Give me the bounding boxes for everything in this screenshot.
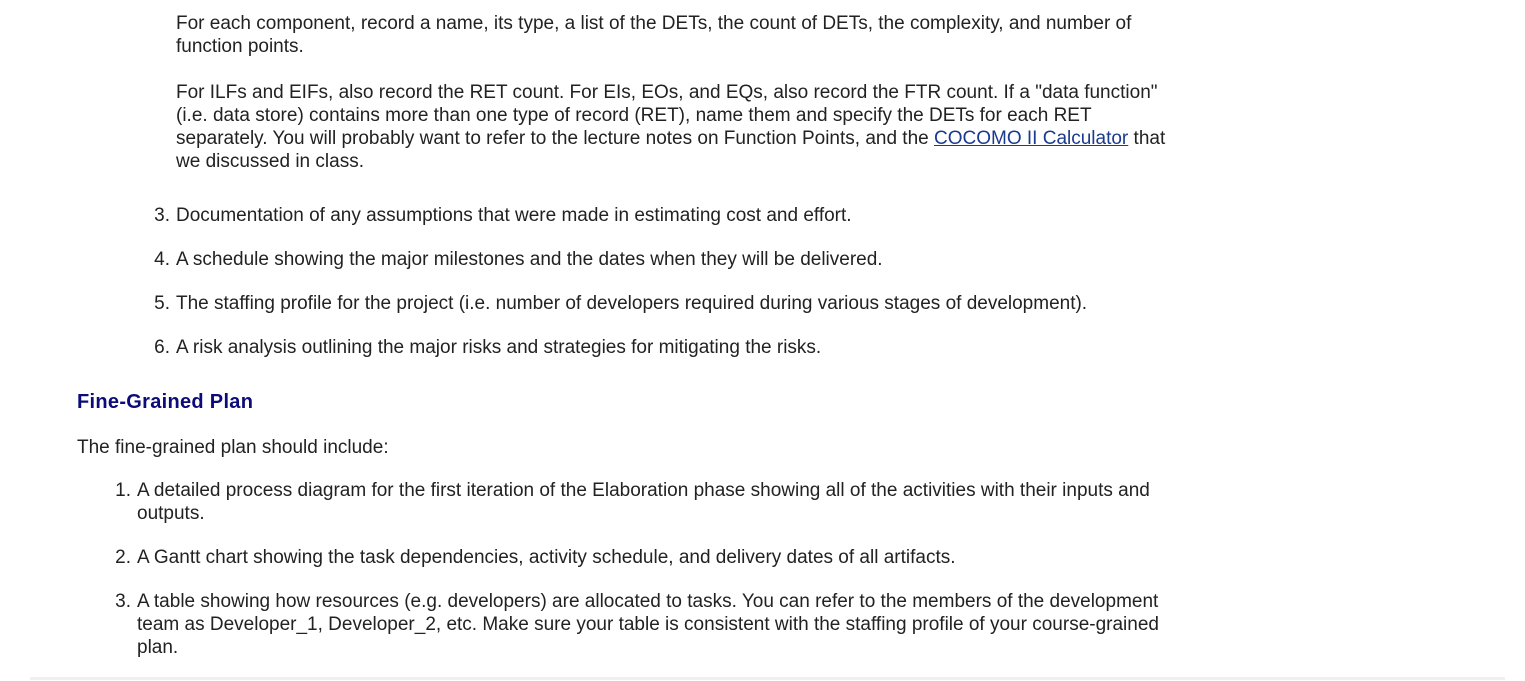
- list-item-number: 6.: [154, 337, 170, 358]
- list-item-text: Documentation of any assumptions that were made in estimating cost and effort.: [176, 205, 852, 226]
- list-item-number: 1.: [115, 480, 131, 501]
- ret-ftr-text-end: that we discussed in class.: [176, 128, 1166, 172]
- list-item-number: 2.: [115, 547, 131, 568]
- list-item-text: A detailed process diagram for the first iteration of the Elaboration phase showing all of the activities with their inputs and outputs.: [137, 480, 1150, 524]
- cocomo-calculator-link[interactable]: COCOMO II Calculator: [934, 128, 1129, 149]
- list-item-number: 4.: [154, 249, 170, 270]
- bottom-divider: [30, 677, 1505, 680]
- section-intro: The fine-grained plan should include:: [77, 437, 389, 458]
- ret-ftr-text: For ILFs and EIFs, also record the RET count. For EIs, EOs, and EQs, also record the FTR count. If a "data function" (i.e. data store) contains more than one type of record (RET), name them and specify the DETs for each RET separately. You will probably want to refer to the lecture notes on Function Points, and the: [176, 82, 1158, 149]
- list-item-text: A Gantt chart showing the task dependencies, activity schedule, and delivery dates of all artifacts.: [137, 547, 956, 568]
- list-item-text: A table showing how resources (e.g. developers) are allocated to tasks. You can refer to the members of the development team as Developer_1, Developer_2, etc. Make sure your table is consistent with the staffing profile of your course-grained plan.: [137, 591, 1159, 658]
- component-record-paragraph: For each component, record a name, its type, a list of the DETs, the count of DETs, the complexity, and number of function points.: [176, 13, 1132, 57]
- list-item-number: 3.: [115, 591, 131, 612]
- ret-ftr-paragraph: [176, 81, 1176, 173]
- list-item-number: 5.: [154, 293, 170, 314]
- list-item-text: A risk analysis outlining the major risks and strategies for mitigating the risks.: [176, 337, 822, 358]
- list-item-text: A schedule showing the major milestones and the dates when they will be delivered.: [176, 249, 883, 270]
- section-heading: Fine-Grained Plan: [77, 391, 254, 413]
- list-item-text: The staffing profile for the project (i.e. number of developers required during various stages of development).: [176, 293, 1088, 314]
- list-item-number: 3.: [154, 205, 170, 226]
